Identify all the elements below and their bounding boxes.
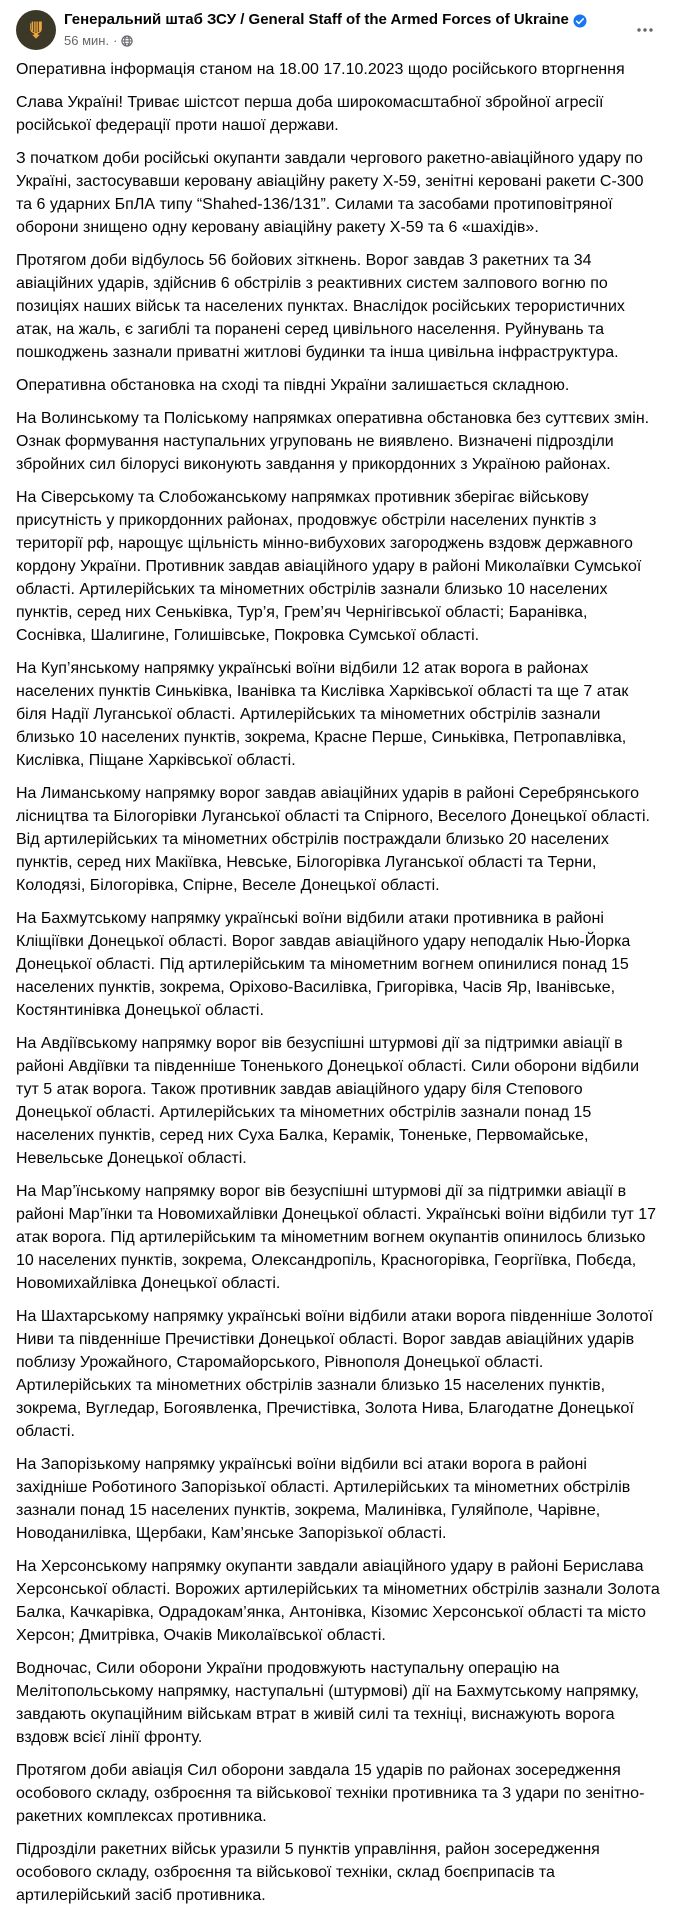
- post-paragraph: Підрозділи ракетних військ уразили 5 пунктів управління, район зосередження особового складу, озброєння та військової техніки, склад боєприпасів та артилерійський засіб противника.: [16, 1841, 600, 1904]
- post-paragraph: Протягом доби відбулось 56 бойових зіткнень. Ворог завдав 3 ракетних та 34 авіаційних ударів, здійснив 6 обстрілів з реактивних систем залпового вогню по позиціях наших військ та населених пунктах. Внаслідок російських терористичних атак, на жаль, є загиблі та поранені серед цивільного населення. Руйнувань та пошкоджень зазнали приватні житлові будинки та інша цивільна інфраструктура.: [16, 252, 625, 361]
- post-paragraph: На Бахмутському напрямку українські воїни відбили атаки противника в районі Кліщіївки Донецької області. Ворог завдав авіаційного удару неподалік Нью-Йорка Донецької області. Під артилерійським та мінометним вогнем опинилися понад 15 населених пунктів, зокрема, Оріхово-Василівка, Григорівка, Часів Яр, Іванівське, Костянтинівка Донецької області.: [16, 910, 631, 1019]
- public-globe-icon: [121, 35, 133, 47]
- post-paragraph: На Шахтарському напрямку українські воїни відбили атаки ворога південніше Золотої Ниви та південніше Пречистівки Донецької області. Ворог завдав авіаційних ударів поблизу Урожайного, Старомайорського, Рівнополя Донецької області. Артилерійських та мінометних обстрілів зазнали близько 15 населених пунктів, зокрема, Вугледар, Богоявленка, Пречистівка, Золота Нива, Благодатне Донецької області.: [16, 1308, 653, 1440]
- post-paragraph: На Лиманському напрямку ворог завдав авіаційних ударів в районі Серебрянського лісництва та Білогорівки Луганської області та Спірного, Веселого Донецької області. Від артилерійських та мінометних обстрілів постраждали близько 20 населених пунктів, серед них Макіївка, Невське, Білогорівка Луганської області та Терни, Колодязі, Білогорівка, Спірне, Веселе Донецької області.: [16, 785, 650, 894]
- post-paragraph: З початком доби російські окупанти завдали чергового ракетно-авіаційного удару по Україні, застосувавши керовану авіаційну ракету Х-59, зенітні керовані ракети С-300 та 6 ударних БпЛА типу “Shahed-136/131”. Силами та засобами протиповітряної оборони знищено одну керовану авіаційну ракету Х-59 та 6 «шахідів».: [16, 150, 644, 236]
- post-paragraph: На Запорізькому напрямку українські воїни відбили всі атаки ворога в районі західніше Роботиного Запорізької області. Артилерійських та мінометних обстрілів зазнали понад 15 населених пунктів, зокрема, Малинівка, Гуляйполе, Чарівне, Новоданилівка, Щербаки, Кам’янське Запорізької області.: [16, 1456, 631, 1542]
- post-body: [0, 50, 677, 1921]
- page-avatar[interactable]: [16, 10, 56, 50]
- post-paragraph: На Херсонському напрямку окупанти завдали авіаційного удару в районі Берислава Херсонської області. Ворожих артилерійських та мінометних обстрілів зазнали Золота Балка, Качкарівка, Одрадокам’янка, Антонівка, Кізомис Херсонської області та місто Херсон; Дмитрівка, Очаків Миколаївської області.: [16, 1558, 660, 1644]
- three-dots-icon: [635, 20, 655, 40]
- post-paragraph: Оперативна обстановка на сході та півдні України залишається складною.: [16, 377, 570, 394]
- post-header: [0, 0, 677, 50]
- post-menu-button[interactable]: [629, 14, 661, 46]
- meta-separator: ·: [113, 33, 118, 48]
- post-paragraph: На Куп’янському напрямку українські воїни відбили 12 атак ворога в районах населених пунктів Синьківка, Іванівка та Кислівка Харківської області та ще 7 атак біля Надії Луганської області. Артилерійських та мінометних обстрілів зазнали близько 10 населених пунктів, зокрема, Красне Перше, Синьківка, Петропавлівка, Кислівка, Піщане Харківської області.: [16, 660, 629, 769]
- post-paragraph: На Волинському та Поліському напрямках оперативна обстановка без суттєвих змін. Ознак формування наступальних угруповань не виявлено. Визначені підрозділи збройних сил білорусі виконують завдання у прикордонних з Україною районах.: [16, 410, 650, 473]
- post-paragraph: Водночас, Сили оборони України продовжують наступальну операцію на Мелітопольському напрямку, наступальні (штурмові) дії на Бахмутському напрямку, завдають окупаційним військам втрат в живій силі та техніці, виснажують ворога вздовж всієї лінії фронту.: [16, 1660, 639, 1746]
- header-info: [64, 10, 629, 49]
- post-meta: [64, 32, 629, 49]
- post-paragraph: На Авдіївському напрямку ворог вів безуспішні штурмові дії за підтримки авіації в районі Авдіївки та південніше Тоненького Донецької області. Сили оборони відбили тут 5 атак ворога. Також противник завдав авіаційного удару біля Степового Донецької області. Артилерійських та мінометних обстрілів зазнали понад 15 населених пунктів, серед них Суха Балка, Керамік, Тоненьке, Первомайське, Невельське Донецької області.: [16, 1035, 640, 1167]
- post-paragraph: На Мар’їнському напрямку ворог вів безуспішні штурмові дії за підтримки авіації в районі Мар’їнки та Новомихайлівки Донецької області. Українські воїни відбили тут 17 атак ворога. Під артилерійським та мінометним вогнем окупантів опинилось близько 10 населених пунктів, зокрема, Олександропіль, Красногорівка, Георгіївка, Побєда, Новомихайлівка Донецької області.: [16, 1183, 657, 1292]
- page-name-row: [64, 10, 629, 30]
- timestamp[interactable]: 56 мин.: [64, 33, 110, 48]
- post-paragraph: Оперативна інформація станом на 18.00 17.10.2023 щодо російського вторгнення: [16, 61, 625, 78]
- page-name[interactable]: Генеральний штаб ЗСУ / General Staff of the Armed Forces of Ukraine: [64, 11, 569, 28]
- post-paragraph: Слава Україні! Триває шістсот перша доба широкомасштабної збройної агресії російської федерації проти нашої держави.: [16, 94, 604, 134]
- post-paragraph: На Сіверському та Слобожанському напрямках противник зберігає військову присутність у прикордонних районах, продовжує обстріли населених пунктів з території рф, нарощує щільність мінно-вибухових загороджень вздовж державного кордону України. Противник завдав авіаційного удару в районі Миколаївки Сумської області. Артилерійських та мінометних обстрілів зазнали близько 10 населених пунктів, серед них Сеньківка, Тур’я, Грем’яч Чернігівської області; Баранівка, Соснівка, Шалигине, Голишівське, Покровка Сумської області.: [16, 489, 642, 644]
- trident-icon: [24, 18, 48, 42]
- verified-badge-icon: [573, 14, 587, 28]
- post-paragraph: Протягом доби авіація Сил оборони завдала 15 ударів по районах зосередження особового складу, озброєння та військової техніки противника та 3 удари по зенітно-ракетних комплексах противника.: [16, 1762, 645, 1825]
